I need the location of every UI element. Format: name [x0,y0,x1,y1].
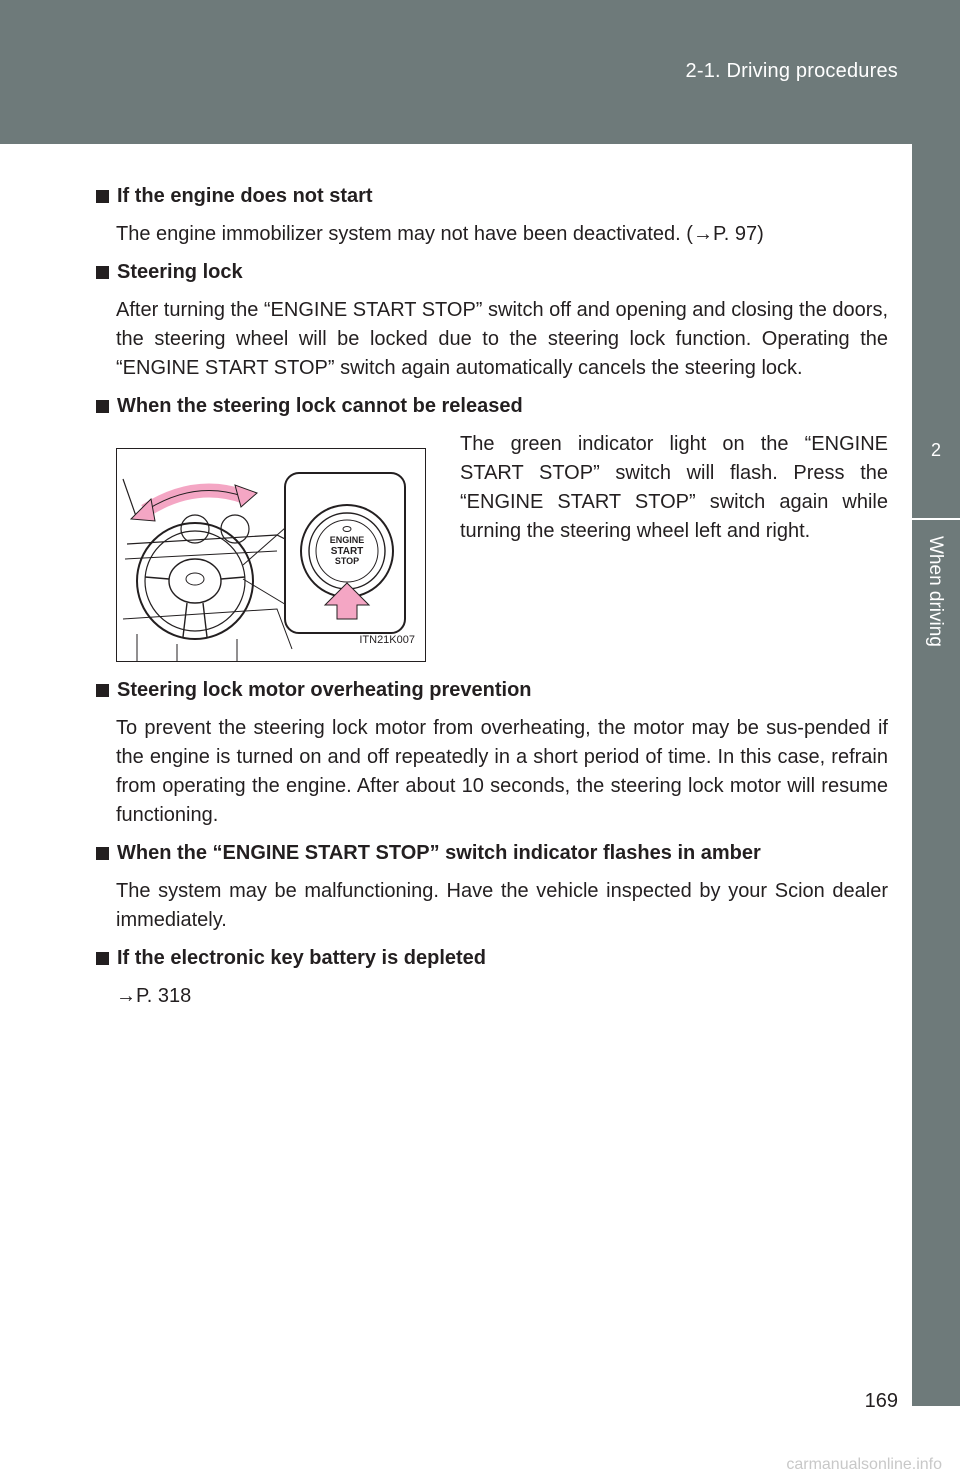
heading-text: Steering lock [117,261,243,283]
bullet-square-icon [96,400,109,413]
chapter-number: 2 [930,440,941,460]
tab-divider [912,518,960,520]
section-lock-not-released [96,392,888,662]
button-label-line-1: ENGINE [329,535,365,545]
section-body: After turning the “ENGINE START STOP” switch off and opening and closing the doors, the steering wheel will be locked due to the steering lock function. Operating the “ENGINE START STOP” switch again automatically cancels the steering lock. [116,299,888,379]
bullet-square-icon [96,684,109,697]
heading-text: When the “ENGINE START STOP” switch indicator flashes in amber [117,842,761,864]
section-key-battery [96,944,888,1011]
steering-wheel-illustration [116,448,426,662]
bullet-square-icon [96,847,109,860]
page-number: 169 [864,1390,898,1412]
page-content [96,182,888,1020]
watermark: carmanualsonline.info [786,1456,942,1473]
heading-text: When the steering lock cannot be released [117,395,523,417]
section-body: →P. 318 [116,985,192,1007]
section-heading [96,392,888,421]
section-body: To prevent the steering lock motor from overheating, the motor may be sus-pended if the engine is turned on and off repeatedly in a short period of time. In this case, refrain from operating the engine. After about 10 seconds, the steering lock motor will resume functioning. [116,717,888,826]
bullet-square-icon [96,952,109,965]
section-engine-not-start [96,182,888,249]
bullet-square-icon [96,266,109,279]
section-motor-overheating [96,676,888,830]
chapter-tab [912,144,960,1406]
page-header [0,0,960,144]
heading-text: If the engine does not start [117,185,373,207]
section-title: 2-1. Driving procedures [685,60,898,82]
section-heading [96,839,888,868]
section-body: The engine immobilizer system may not have been deactivated. (→P. 97) [116,223,764,245]
section-heading [96,182,888,211]
section-heading [96,258,888,287]
section-body: The system may be malfunctioning. Have the vehicle inspected by your Scion dealer immediately. [116,880,888,931]
section-heading [96,944,888,973]
heading-text: If the electronic key battery is depleted [117,947,487,969]
chapter-label: When driving [925,536,946,647]
section-steering-lock [96,258,888,383]
button-label-line-2: START [330,546,364,557]
section-heading [96,676,888,705]
figure-caption: The green indicator light on the “ENGINE START STOP” switch will flash. Press the “ENGINE START STOP” switch again while turning the steering wheel left and right. [460,433,888,542]
figure-row [116,430,888,662]
heading-text: Steering lock motor overheating prevention [117,679,532,701]
figure-code: ITN21K007 [359,634,415,646]
bullet-square-icon [96,190,109,203]
section-amber-flash [96,839,888,935]
button-label-line-3: STOP [334,556,360,566]
